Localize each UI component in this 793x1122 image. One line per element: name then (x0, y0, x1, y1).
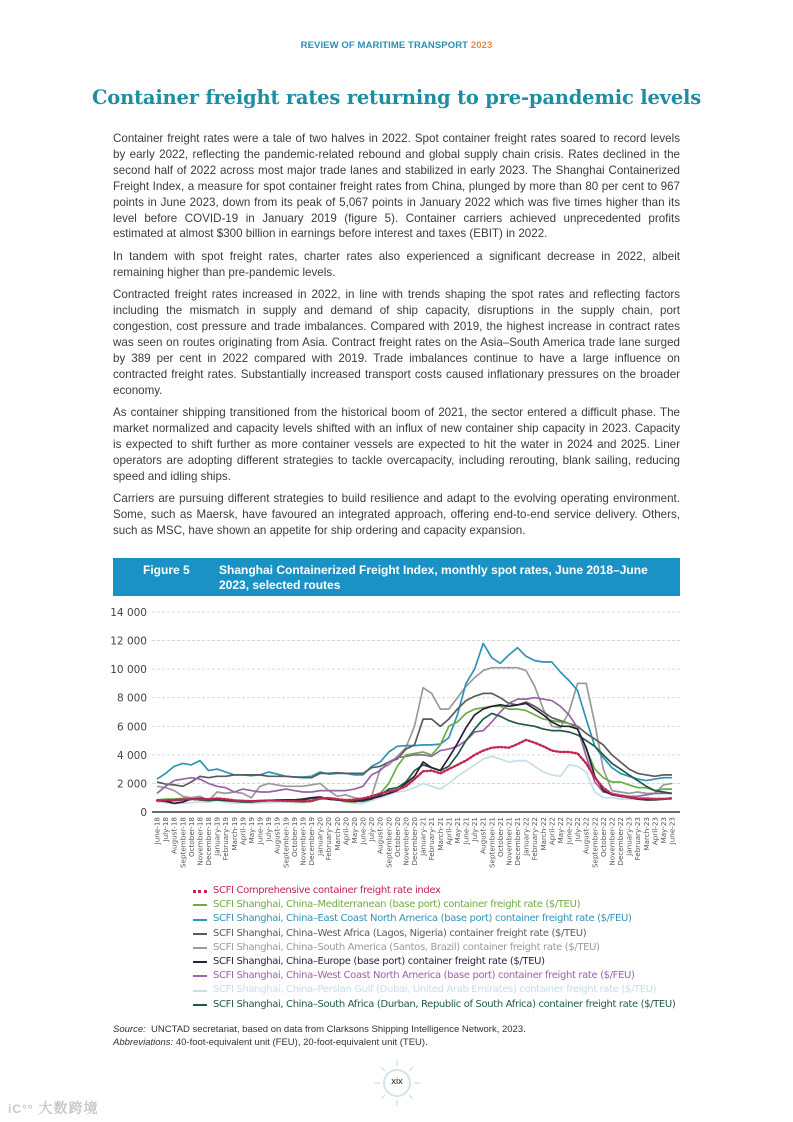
x-tick-label: March-21 (435, 817, 445, 851)
x-tick-label: June-18 (152, 817, 162, 845)
x-tick-label: November-19 (298, 817, 308, 866)
x-tick-label: December-18 (204, 817, 213, 866)
chart-legend (193, 884, 675, 1012)
x-tick-label: April-20 (341, 817, 351, 846)
figure-header (113, 558, 680, 596)
legend-item (193, 884, 675, 898)
figure-source (113, 1023, 526, 1049)
legend-label: SCFI Shanghai, China–East Coast North America (base port) container freight rate ($/FEU) (213, 913, 632, 925)
legend-label: SCFI Shanghai, China–West Coast North America (base port) container freight rate ($/FEU) (213, 970, 635, 982)
legend-item (193, 998, 675, 1012)
x-tick-label: April-23 (650, 817, 660, 846)
x-tick-label: February-19 (221, 817, 231, 861)
x-tick-label: August-19 (272, 817, 282, 854)
x-tick-label: November-21 (504, 817, 514, 866)
x-tick-label: April-21 (444, 817, 454, 846)
paragraph: Carriers are pursuing different strategies to build resilience and adapt to the evolving operating environment. Some, such as Maersk, have favoured an integrated approach, offering end-to-end service delivery. Others, such as MSC, have shown an appetite for ship ordering and capacity expansion. (113, 492, 680, 537)
x-tick-label: December-19 (307, 817, 316, 866)
x-tick-label: September-18 (178, 817, 188, 869)
legend-swatch-icon (193, 990, 207, 992)
paragraph: As container shipping transitioned from the historical boom of 2021, the sector entered a difficult phase. The market normalized and capacity levels shifted with an influx of new container ship capacity in 2023. Capacity is expected to shift further as more container vessels are expected to hit the water in 2024 and 2025. Liner operators are adopting different strategies to tackle overcapacity, including rerouting, blank sailing, reducing speed and idling ships. (113, 406, 680, 483)
legend-item (193, 983, 675, 997)
legend-item (193, 898, 675, 912)
x-tick-label: May-21 (452, 817, 462, 844)
y-tick-label: 8 000 (116, 692, 147, 705)
legend-swatch-icon (193, 919, 207, 921)
legend-swatch-icon (193, 933, 207, 935)
x-tick-label: January-19 (212, 817, 222, 856)
x-tick-label: October-21 (495, 817, 505, 858)
running-title: REVIEW OF MARITIME TRANSPORT (300, 40, 469, 51)
x-tick-label: July-20 (367, 817, 377, 842)
x-tick-label: May-22 (555, 817, 565, 844)
x-tick-label: January-23 (624, 817, 634, 856)
source-text: UNCTAD secretariat, based on data from Clarksons Shipping Intelligence Network, 2023. (151, 1024, 526, 1035)
x-tick-label: September-22 (590, 817, 600, 869)
x-tick-label: April-22 (547, 817, 557, 846)
x-tick-label: March-19 (229, 817, 239, 851)
x-tick-label: December-22 (616, 817, 625, 866)
x-tick-label: July-21 (470, 817, 480, 842)
legend-swatch-icon (193, 1004, 207, 1006)
x-tick-label: September-20 (384, 817, 394, 869)
y-tick-label: 2 000 (116, 778, 147, 791)
abbreviations-text: 40-foot-equivalent unit (FEU), 20-foot-equivalent unit (TEU). (175, 1037, 428, 1048)
body-text (113, 131, 680, 545)
legend-label: SCFI Comprehensive container freight rate index (213, 885, 441, 896)
x-tick-label: August-18 (169, 817, 179, 854)
x-tick-label: August-21 (478, 817, 488, 854)
y-tick-label: 0 (140, 807, 147, 819)
y-tick-label: 12 000 (110, 635, 147, 648)
x-tick-label: June-21 (461, 817, 471, 845)
x-tick-label: April-19 (238, 817, 248, 846)
x-tick-label: June-23 (667, 817, 677, 845)
x-tick-label: December-21 (513, 817, 522, 866)
x-tick-label: June-22 (564, 817, 574, 845)
legend-label: SCFI Shanghai, China–South America (Santos, Brazil) container freight rate ($/TEU) (213, 941, 600, 953)
legend-label: SCFI Shanghai, China–West Africa (Lagos, Nigeria) container freight rate ($/TEU) (213, 927, 587, 939)
x-tick-label: January-22 (521, 817, 531, 856)
x-tick-label: July-22 (573, 817, 583, 842)
x-tick-label: March-22 (538, 817, 548, 851)
legend-swatch-icon (193, 890, 207, 893)
x-tick-label: May-23 (658, 817, 668, 844)
legend-item (193, 927, 675, 941)
legend-label: SCFI Shanghai, China–Persian Gulf (Dubai, United Arab Emirates) container freight rate ($/TEU) (213, 984, 657, 996)
legend-item (193, 969, 675, 983)
page-number: xix (391, 1076, 403, 1087)
legend-swatch-icon (193, 975, 207, 977)
x-tick-label: November-22 (607, 817, 617, 866)
x-tick-label: October-20 (392, 817, 402, 858)
x-tick-label: January-21 (418, 817, 428, 856)
x-tick-label: May-20 (349, 817, 359, 844)
figure-title: Shanghai Containerized Freight Index, monthly spot rates, June 2018–June 2023, selected routes (219, 563, 648, 592)
x-tick-label: March-20 (332, 817, 342, 851)
x-tick-label: August-20 (375, 817, 385, 854)
x-tick-label: September-21 (487, 817, 497, 869)
legend-swatch-icon (193, 947, 207, 949)
paragraph: In tandem with spot freight rates, charter rates also experienced a significant decrease in 2022, albeit remaining higher than pre-pandemic levels. (113, 249, 680, 279)
paragraph: Container freight rates were a tale of two halves in 2022. Spot container freight rates soared to record levels by early 2022, reflecting the pandemic-related rebound and global supply chain crisis. Rates declined in the second half of 2022 across most major trade lanes and stabilized in early 2023. The Shanghai Containerized Freight Index, a measure for spot container freight rates from China, plunged by more than 80 per cent to 967 points in June 2023, down from its peak of 5,067 points in January 2022 which was five times higher than its level before COVID-19 in January 2019 (figure 5). Container carriers achieved unprecedented profits estimated at almost $300 billion in earnings before interest and taxes (EBIT) in 2022. (113, 132, 680, 241)
x-tick-label: June-19 (255, 817, 265, 845)
x-tick-label: July-18 (161, 817, 171, 842)
legend-item (193, 912, 675, 926)
x-tick-label: September-19 (281, 817, 291, 869)
abbreviations-label: Abbreviations: (113, 1037, 174, 1048)
x-tick-label: November-20 (401, 817, 411, 866)
x-tick-label: July-19 (264, 817, 274, 842)
x-tick-label: February-23 (633, 817, 643, 861)
running-header (0, 40, 793, 51)
y-tick-label: 14 000 (110, 607, 147, 619)
legend-label: SCFI Shanghai, China–Europe (base port) container freight rate ($/TEU) (213, 956, 545, 968)
x-tick-label: February-21 (427, 817, 437, 861)
legend-label: SCFI Shanghai, China–Mediterranean (base port) container freight rate ($/TEU) (213, 899, 581, 911)
x-tick-label: October-19 (289, 817, 299, 858)
series-line (157, 693, 672, 786)
x-tick-label: January-20 (315, 817, 325, 856)
y-tick-label: 10 000 (110, 664, 147, 677)
paragraph: Contracted freight rates increased in 2022, in line with trends shaping the spot rates and reflecting factors including the mismatch in supply and demand of ship capacity, disruptions in the supply chain, port congestion, cost pressure and trade imbalances. Compared with 2019, the highest increase in contract rates was seen on routes originating from Asia. Contract freight rates on the Asia–South America trade lane surged by 389 per cent in 2022 compared with 2019. Trade imbalances continue to have a large influence on contracted freight rates. Substantially increased transport costs caused inflationary pressures on the broader economy. (113, 288, 680, 397)
x-tick-label: June-20 (358, 817, 368, 845)
legend-item (193, 941, 675, 955)
watermark-logo: iC°° 大数跨境 (8, 1100, 99, 1116)
x-tick-label: October-22 (598, 817, 608, 858)
x-tick-label: October-18 (186, 817, 196, 858)
x-tick-label: February-22 (530, 817, 540, 861)
line-chart (0, 600, 793, 880)
x-tick-label: November-18 (195, 817, 205, 866)
page-number-badge (372, 1058, 422, 1108)
source-label: Source: (113, 1024, 146, 1035)
y-tick-label: 4 000 (116, 749, 147, 762)
running-year: 2023 (470, 40, 493, 51)
legend-item (193, 955, 675, 969)
page-title: Container freight rates returning to pre-pandemic levels (91, 86, 702, 109)
x-tick-label: March-23 (641, 817, 651, 851)
x-tick-label: May-19 (246, 817, 256, 844)
legend-swatch-icon (193, 904, 207, 906)
series-line (157, 643, 672, 780)
x-tick-label: August-22 (581, 817, 591, 854)
x-tick-label: February-20 (324, 817, 334, 861)
watermark-text: 大数跨境 (38, 1100, 99, 1116)
x-tick-label: December-20 (410, 817, 419, 866)
figure-label: Figure 5 (143, 563, 190, 577)
legend-label: SCFI Shanghai, China–South Africa (Durban, Republic of South Africa) container freight rate ($/TEU) (213, 998, 676, 1010)
legend-swatch-icon (193, 961, 207, 963)
y-tick-label: 6 000 (116, 721, 147, 734)
